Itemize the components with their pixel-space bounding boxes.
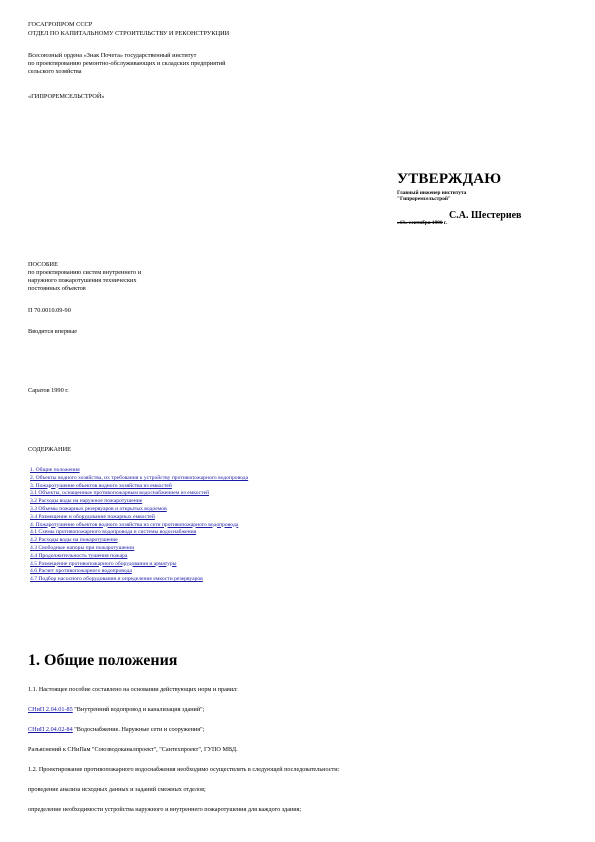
toc-link[interactable]: 4. Пожаротушение объектов водного хозяйства из сети противопожарного водопровода [30,521,239,528]
section-1-ref-1 [28,706,204,714]
approval-date: «13» сентября 1990 г. [397,220,447,226]
section-1-paragraph-4: проведение анализа исходных данных и заданий смежных отделов; [28,786,206,793]
doc-intro: Вводится впервые [28,328,78,335]
snip-ref-1-text: "Внутренний водопровод и канализация зданий"; [72,706,205,713]
ministry-name: ГОСАГРОПРОМ СССР [28,21,93,28]
snip-link-1[interactable]: СНиП 2.04.01-85 [28,706,73,713]
toc-link[interactable]: 4.3 Свободные напоры при пожаротушении [30,544,135,551]
doc-place-year: Саратов 1990 г. [28,387,69,394]
department-name: ОТДЕЛ ПО КАПИТАЛЬНОМУ СТРОИТЕЛЬСТВУ И РЕКОНСТРУКЦИИ [28,30,230,37]
approval-title: УТВЕРЖДАЮ [397,171,502,187]
doc-kind: ПОСОБИЕ [28,261,58,268]
institute-line-1: Всесоюзный ордена «Знак Почета» государственный институт [28,52,197,59]
toc-link[interactable]: 3. Пожаротушение объектов водного хозяйства из емкостей [30,482,172,489]
section-1-ref-2 [28,726,204,734]
section-1-paragraph-1: 1.1. Настоящее пособие составлено на основании действующих норм и правил: [28,686,238,693]
toc-link[interactable]: 4.5 Размещение противопожарного оборудования и арматуры [30,560,177,567]
institute-name: «ГИПРОРЕМСЕЛЬСТРОЙ» [28,93,105,100]
doc-title-line-2: наружного пожаротушения технических [28,277,137,284]
toc-link[interactable]: 4.4 Продолжительность тушения пожара [30,552,128,559]
doc-title-line-3: постоянных объектов [28,285,86,292]
toc-link[interactable]: 3.3 Объемы пожарных резервуаров и открытых водоемов [30,505,167,512]
approval-signer: С.А. Шестериев [449,210,522,221]
toc-link[interactable]: 1. Общие положения [30,467,80,473]
section-1-paragraph-5: определение необходимости устройства наружного и внутреннего пожаротушения для каждого здания; [28,806,302,813]
toc-heading: СОДЕРЖАНИЕ [28,446,71,453]
institute-line-2: по проектированию ремонтно-обслуживающих и складских предприятий [28,60,226,67]
approval-role-1: Главный инженер института [397,190,467,196]
toc-link[interactable]: 3.2 Расходы воды на наружное пожаротушение [30,498,143,505]
toc-list [30,467,248,584]
section-1-paragraph-3: 1.2. Проектирование противопожарного водоснабжения необходимо осуществлять в следующей последовательности: [28,766,340,773]
institute-line-3: сельского хозяйства [28,68,82,75]
section-1-paragraph-2: Разъяснений к СНиПам "Союзводоканалпроект", "Сантехпроект", ГУПО МВД. [28,746,238,753]
section-1-heading: 1. Общие положения [28,652,178,669]
toc-link[interactable]: 2. Объекты водного хозяйства, их требования к устройству противопожарного водопровода [30,474,249,481]
toc-link[interactable]: 4.6 Расчет противопожарного водопровода [30,568,132,575]
doc-title-line-1: по проектированию систем внутреннего и [28,269,142,276]
snip-link-2[interactable]: СНиП 2.04.02-84 [28,726,73,733]
toc-link[interactable]: 4.2 Расходы воды на пожаротушение [30,537,118,544]
doc-code: П 70.0010.09-90 [28,307,71,314]
toc-link[interactable]: 4.7 Подбор насосного оборудования и определение емкости резервуаров [30,576,203,583]
snip-ref-2-text: "Водоснабжение. Наружные сети и сооружения"; [72,726,205,733]
toc-link[interactable]: 3.4 Размещение и оборудование пожарных емкостей [30,513,155,520]
approval-role-2: "Гипроремсельстрой" [397,196,451,202]
toc-link[interactable]: 4.1 Схемы противопожарного водопровода и системы водоснабжения [30,529,197,536]
toc-link[interactable]: 3.1 Объекты, оснащенные противопожарным водоснабжением из емкостей [30,490,210,497]
